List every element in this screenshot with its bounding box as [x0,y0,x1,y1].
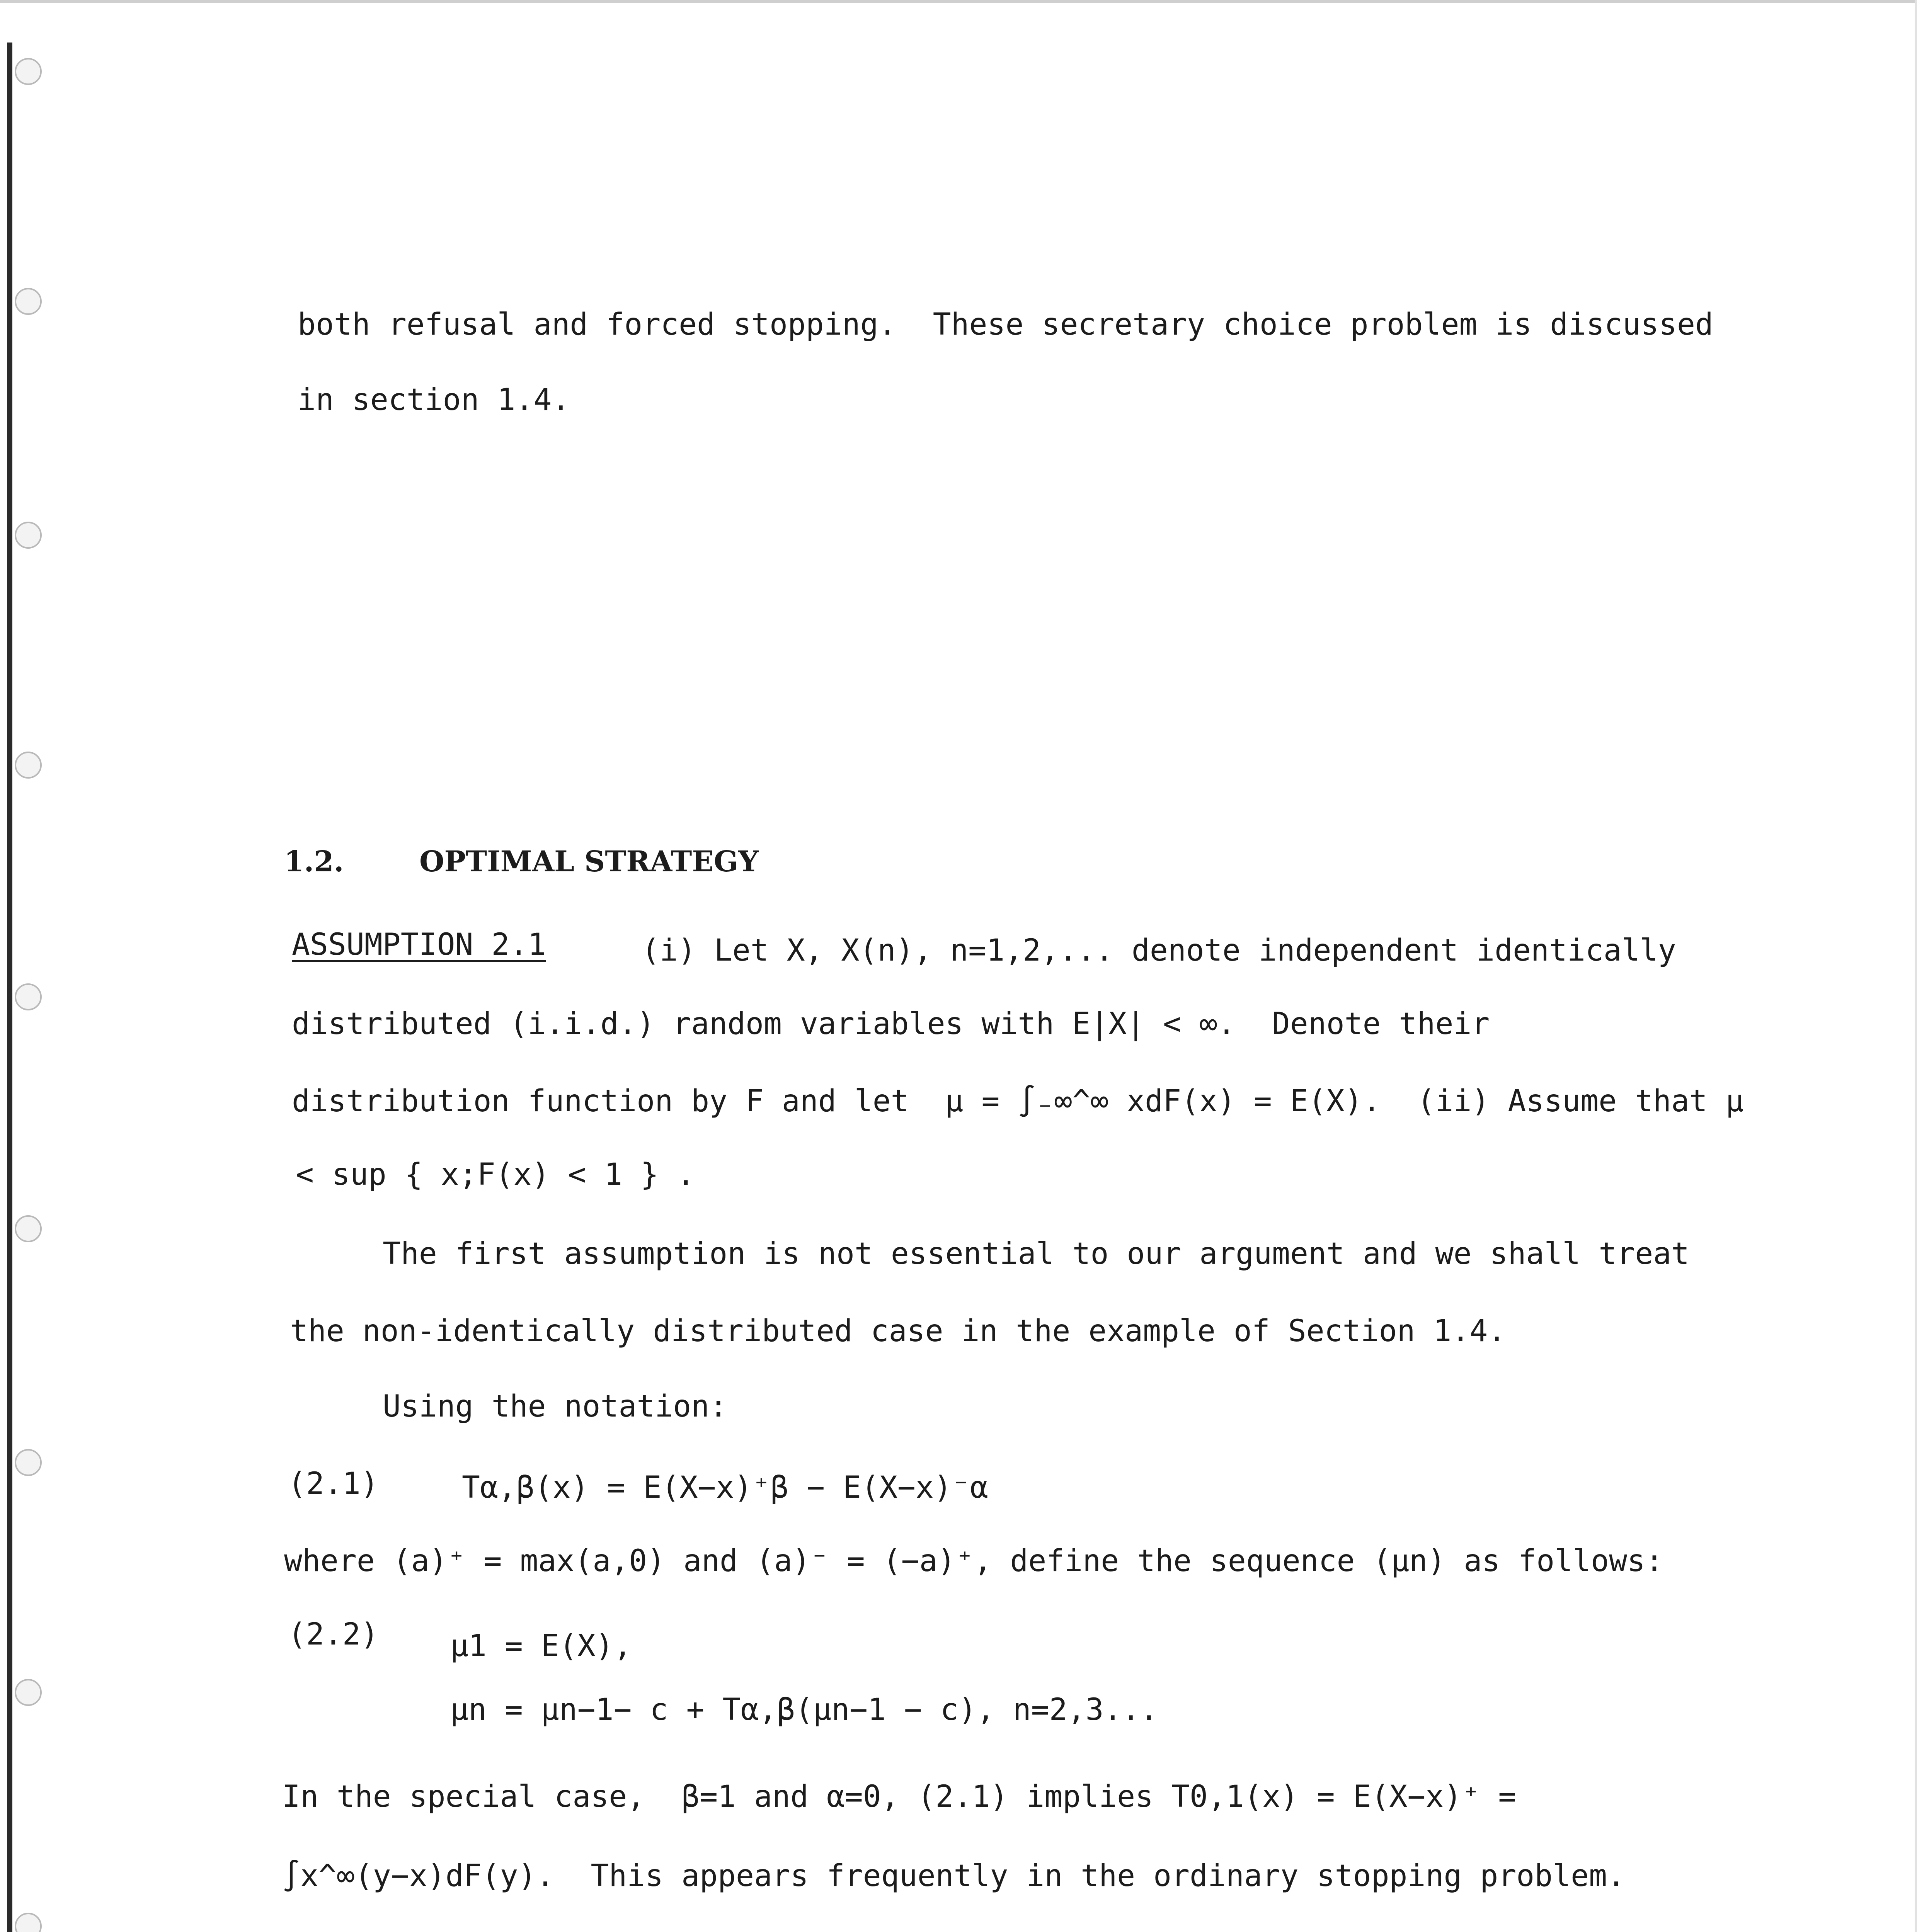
page-top-edge [0,0,1917,3]
intro-line-2: in section 1.4. [298,383,570,417]
equation-2-2-a: μ1 = E(X), [450,1629,632,1663]
punch-hole [15,522,42,549]
intro-line-1: both refusal and forced stopping. These secretary choice problem is discussed [298,307,1713,342]
equation-2-1: Tα,β(x) = E(X−x)⁺β − E(X−x)⁻α [462,1470,988,1505]
where-line: where (a)⁺ = max(a,0) and (a)⁻ = (−a)⁺, define the sequence (μn) as follows: [284,1544,1663,1578]
section-number: 1.2. [284,845,344,878]
assumption-line-2: distributed (i.i.d.) random variables with E|X| < ∞. Denote their [292,1007,1490,1041]
special-case-line-1: In the special case, β=1 and α=0, (2.1) implies T0,1(x) = E(X−x)⁺ = [282,1779,1517,1814]
punch-hole [15,1679,42,1706]
punch-hole [15,1215,42,1242]
binder-strip [7,43,12,1932]
section-title: OPTIMAL STRATEGY [419,845,759,878]
assumption-line-4: < sup { x;F(x) < 1 } . [296,1157,695,1192]
assumption-line-3: distribution function by F and let μ = ∫₋∞^∞ xdF(x) = E(X). (ii) Assume that μ [292,1084,1744,1119]
punch-hole [15,288,42,315]
assumption-label: ASSUMPTION 2.1 [292,927,546,962]
equation-label-2-1: (2.1) [288,1466,379,1501]
punch-hole [15,1913,42,1932]
page-right-edge [1915,0,1917,1932]
punch-hole [15,58,42,85]
punch-hole [15,752,42,779]
punch-hole [15,983,42,1010]
equation-label-2-2: (2.2) [288,1617,379,1652]
punch-hole [15,1449,42,1476]
assumption-line-1: (i) Let X, X(n), n=1,2,... denote independent identically [642,933,1676,968]
paragraph-first-assumption-2: the non-identically distributed case in the example of Section 1.4. [290,1314,1506,1349]
notation-intro: Using the notation: [383,1389,728,1424]
special-case-line-2: ∫x^∞(y−x)dF(y). This appears frequently in the ordinary stopping problem. [282,1859,1626,1893]
paragraph-first-assumption-1: The first assumption is not essential to our argument and we shall treat [383,1236,1690,1271]
equation-2-2-b: μn = μn−1− c + Tα,β(μn−1 − c), n=2,3... [450,1692,1158,1727]
